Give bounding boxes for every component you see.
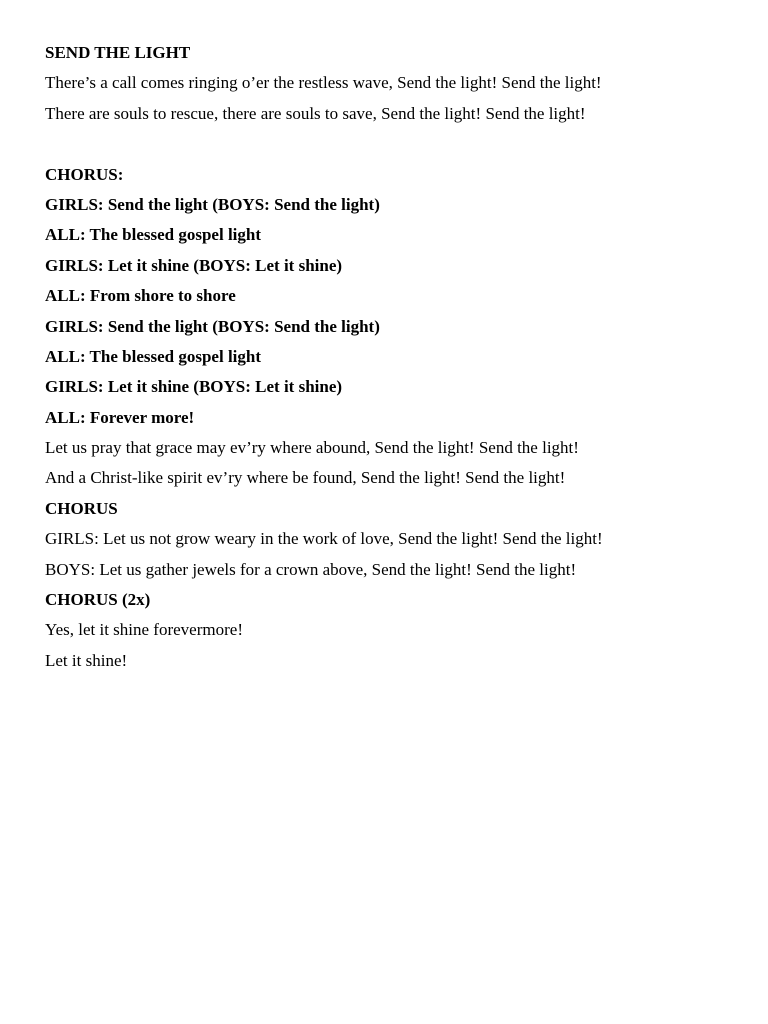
- verse2-line: Let us pray that grace may ev’ry where abound, Send the light! Send the light!: [45, 438, 579, 458]
- verse2-line: And a Christ-like spirit ev’ry where be found, Send the light! Send the light!: [45, 468, 566, 488]
- blank-line: [45, 129, 745, 159]
- chorus-heading: CHORUS:: [45, 164, 124, 184]
- song-title: SEND THE LIGHT: [45, 43, 191, 62]
- chorus-line: GIRLS: Let it shine (BOYS: Let it shine): [45, 255, 343, 275]
- chorus-line: GIRLS: Send the light (BOYS: Send the light): [45, 194, 380, 214]
- chorus-line: ALL: From shore to shore: [45, 286, 236, 306]
- verse3-line: BOYS: Let us gather jewels for a crown above, Send the light! Send the light!: [45, 559, 577, 579]
- chorus-line: ALL: Forever more!: [45, 407, 195, 427]
- verse1-line: There are souls to rescue, there are souls to save, Send the light! Send the light!: [45, 103, 586, 123]
- verse3-line: GIRLS: Let us not grow weary in the work of love, Send the light! Send the light!: [45, 529, 603, 549]
- chorus-reference: CHORUS: [45, 498, 118, 518]
- ending-line: Let it shine!: [45, 650, 128, 670]
- chorus-line: GIRLS: Let it shine (BOYS: Let it shine): [45, 377, 343, 397]
- lyrics-page: [45, 38, 745, 676]
- chorus-reference-repeat: CHORUS (2x): [45, 590, 151, 610]
- chorus-line: GIRLS: Send the light (BOYS: Send the light): [45, 316, 380, 336]
- chorus-line: ALL: The blessed gospel light: [45, 225, 262, 245]
- ending-line: Yes, let it shine forevermore!: [45, 620, 243, 640]
- verse1-line: There’s a call comes ringing o’er the restless wave, Send the light! Send the light!: [45, 73, 602, 93]
- chorus-line: ALL: The blessed gospel light: [45, 346, 262, 366]
